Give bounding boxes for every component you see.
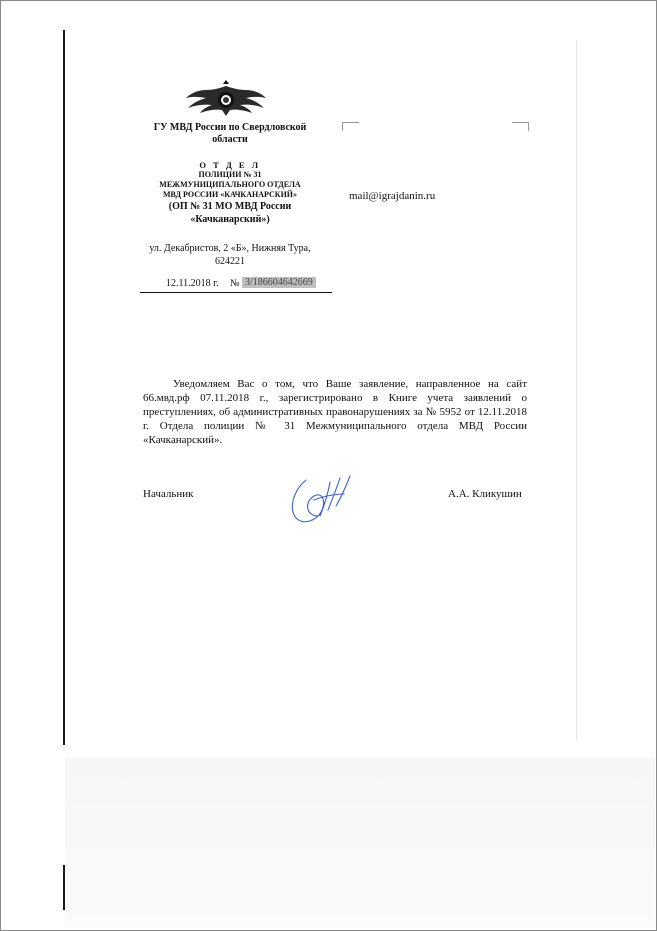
notification-paragraph: Уведомляем Вас о том, что Ваше заявление, направленное на сайт 66.мвд.рф 07.11.2018 г., зарегистрировано в Книге учета заявлений о преступлениях, об административных правонарушениях за № 5952 от 12.11.2018 г. Отдела полиции № 31 Межмуниципального отдела МВД России «Качканарский». — [143, 378, 527, 446]
op-line2: «Качканарский») — [190, 214, 270, 225]
scan-right-edge — [576, 40, 577, 740]
address-line2: 624221 — [215, 256, 245, 267]
scan-shadow — [65, 758, 655, 928]
recipient-email: mail@igrajdanin.ru — [349, 190, 436, 202]
dept-line1: О Т Д Е Л — [199, 160, 261, 170]
mvd-eagle-emblem-icon — [184, 80, 268, 120]
dept-line3: МЕЖМУНИЦИПАЛЬНОГО ОТДЕЛА — [159, 180, 301, 189]
number-sign: № — [230, 278, 240, 289]
org-title-line2: области — [212, 134, 248, 145]
org-title-line1: ГУ МВД России по Свердловской — [153, 122, 307, 133]
letterhead — [130, 122, 330, 268]
address-line1: ул. Декабристов, 2 «Б», Нижняя Тура, — [149, 243, 311, 254]
op-line1: (ОП № 31 МО МВД России — [168, 201, 292, 212]
dept-block — [130, 160, 330, 200]
address — [130, 242, 330, 268]
reference-number: 3/186604642669 — [242, 277, 316, 288]
address-field-corner-right — [512, 122, 529, 131]
signatory-name: А.А. Кликушин — [448, 488, 522, 500]
reference-date: 12.11.2018 г. — [166, 278, 219, 289]
date-underline — [140, 292, 246, 293]
dept-line2: ПОЛИЦИИ № 31 — [198, 170, 262, 179]
number-underline — [242, 292, 332, 293]
dept-line4: МВД РОССИИ «КАЧКАНАРСКИЙ» — [162, 190, 298, 199]
handwritten-signature — [284, 470, 364, 530]
reference-line — [140, 278, 335, 294]
scan-edge-gap — [63, 745, 65, 865]
signatory-role: Начальник — [143, 488, 194, 500]
address-field-corner-left — [342, 122, 359, 131]
